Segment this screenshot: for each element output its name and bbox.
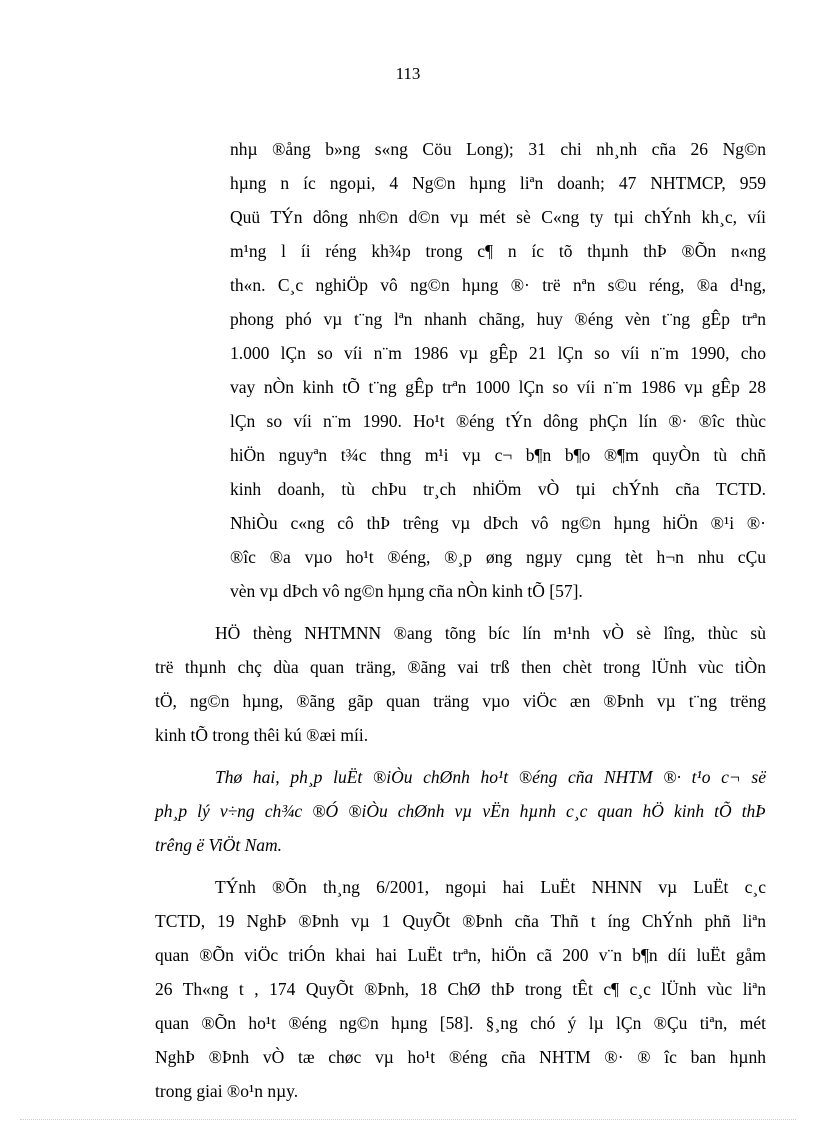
text-line: vèn vµ dÞch vô ng©n hµng cña nÒn kinh tÕ [57]. <box>230 581 583 601</box>
text-line: tÖ, ng©n hµng, ®ãng gãp quan träng vµo viÖc æn ®Þnh vµ t¨ng trëng <box>155 691 766 711</box>
text-line: trë thµnh chç dùa quan träng, ®ãng vai trß then chèt trong lÜnh vùc tiÒn <box>155 657 766 677</box>
text-line: TÝnh ®Õn th¸ng 6/2001, ngoµi hai LuËt NHNN vµ LuËt c¸c <box>215 877 766 897</box>
text-line: trong giai ®o¹n nµy. <box>155 1081 299 1101</box>
text-line: kinh doanh, tù chÞu tr¸ch nhiÖm vÒ tµi chÝnh cña TCTD. <box>230 479 766 499</box>
text-line: Thø hai, ph¸p luËt ®iÒu chØnh ho¹t ®éng cña NHTM ®· t¹o c¬ së <box>215 767 766 787</box>
page-bottom-divider <box>20 1119 796 1120</box>
text-line: NhiÒu c«ng cô thÞ trêng vµ dÞch vô ng©n hµng hiÖn ®¹i ®· <box>230 513 766 533</box>
page-number: 113 <box>395 64 421 83</box>
text-line: lÇn so víi n¨m 1990. Ho¹t ®éng tÝn dông phÇn lín ®· ®îc thùc <box>230 411 766 431</box>
text-line: Quü TÝn dông nh©n d©n vµ mét sè C«ng ty tµi chÝnh kh¸c, víi <box>230 207 766 227</box>
text-line: hiÖn nguyªn t¾c thng m¹i vµ c¬ b¶n b¶o ®¶m quyÒn tù chñ <box>230 445 766 465</box>
text-line: 26 Th«ng t , 174 QuyÕt ®Þnh, 18 ChØ thÞ trong tÊt c¶ c¸c lÜnh vùc liªn <box>155 979 766 999</box>
text-line: phong phó vµ t¨ng lªn nhanh chãng, huy ®éng vèn t¨ng gÊp trªn <box>230 309 766 329</box>
text-line: TCTD, 19 NghÞ ®Þnh vµ 1 QuyÕt ®Þnh cña Thñ t íng ChÝnh phñ liªn <box>155 911 766 931</box>
text-line: hµng n íc ngoµi, 4 Ng©n hµng liªn doanh; 47 NHTMCP, 959 <box>230 173 766 193</box>
text-line: nhµ ®ång b»ng s«ng Cöu Long); 31 chi nh¸nh cña 26 Ng©n <box>230 139 766 159</box>
text-line: quan ®Õn ho¹t ®éng ng©n hµng [58]. §¸ng chó ý lµ lÇn ®Çu tiªn, mét <box>155 1013 766 1033</box>
text-line: th«n. C¸c nghiÖp vô ng©n hµng ®· trë nªn s©u réng, ®a d¹ng, <box>230 275 766 295</box>
text-line: kinh tÕ trong thêi kú ®æi míi. <box>155 725 369 745</box>
text-line: NghÞ ®Þnh vÒ tæ chøc vµ ho¹t ®éng cña NHTM ®· ® îc ban hµnh <box>155 1047 766 1067</box>
text-line: 1.000 lÇn so víi n¨m 1986 vµ gÊp 21 lÇn so víi n¨m 1990, cho <box>230 343 766 363</box>
text-line: ®îc ®a vµo ho¹t ®éng, ®¸p øng ngµy cµng tèt h¬n nhu cÇu <box>230 547 766 567</box>
text-line: vay nÒn kinh tÕ t¨ng gÊp trªn 1000 lÇn so víi n¨m 1986 vµ gÊp 28 <box>230 377 766 397</box>
text-line: HÖ thèng NHTMNN ®ang tõng bíc lín m¹nh vÒ sè lîng, thùc sù <box>215 623 766 643</box>
text-line: trêng ë ViÖt Nam. <box>155 835 283 855</box>
text-line: m¹ng l íi réng kh¾p trong c¶ n íc tõ thµnh thÞ ®Õn n«ng <box>230 241 766 261</box>
text-line: ph¸p lý v÷ng ch¾c ®Ó ®iÒu chØnh vµ vËn hµnh c¸c quan hÖ kinh tÕ thÞ <box>155 801 766 821</box>
text-line: quan ®Õn viÖc triÓn khai hai LuËt trªn, hiÖn cã 200 v¨n b¶n díi luËt gåm <box>155 945 766 965</box>
